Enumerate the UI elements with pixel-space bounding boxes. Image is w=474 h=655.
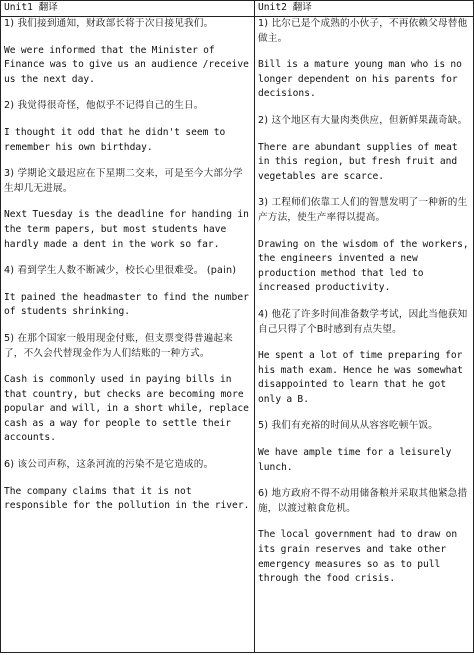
chinese-sentence: 5) 在那个国家一般用现金付账，但支票变得普遍起来了，不久会代替现金作为人们结账的一种方式。 bbox=[4, 332, 233, 359]
chinese-sentence: 6) 该公司声称，这条河流的污染不是它造成的。 bbox=[4, 459, 214, 471]
unit2-column bbox=[255, 17, 474, 653]
unit2-item bbox=[258, 308, 470, 408]
chinese-sentence: 2) 我觉得很奇怪，他似乎不记得自己的生日。 bbox=[4, 100, 204, 112]
content-row bbox=[1, 17, 474, 653]
english-translation: Next Tuesday is the deadline for handing in the term papers, but most students have hardly made a dent in the work so far. bbox=[4, 209, 249, 250]
unit1-item bbox=[4, 458, 251, 514]
unit1-column bbox=[1, 17, 255, 653]
english-translation: Bill is a mature young man who is no longer dependent on his parents for decisions. bbox=[258, 59, 462, 100]
unit2-item bbox=[258, 419, 470, 475]
english-translation: The company claims that it is not responsible for the pollution in the river. bbox=[4, 485, 250, 512]
english-translation: There are abundant supplies of meat in this region, but fresh fruit and vegetables are scarce. bbox=[258, 141, 458, 182]
english-translation: Drawing on the wisdom of the workers, the engineers invented a new production method that led to increased productivity. bbox=[258, 238, 469, 294]
unit1-header: Unit1 翻译 bbox=[1, 1, 255, 17]
english-translation: He spent a lot of time preparing for his math exam. Hence he was somewhat disappointed to learn that he got only a B. bbox=[258, 350, 463, 405]
unit2-item bbox=[258, 196, 470, 296]
unit2-item bbox=[258, 487, 470, 587]
chinese-sentence: 4) 看到学生人数不断减少，校长心里很难受。 (pain) bbox=[4, 265, 237, 277]
chinese-sentence: 6) 地方政府不得不动用储备粮并采取其他紧急措施，以渡过粮食危机。 bbox=[258, 488, 468, 514]
unit2-item bbox=[258, 17, 470, 102]
unit1-item bbox=[4, 332, 251, 446]
english-translation: We were informed that the Minister of Finance was to give us an audience /receive us the next day. bbox=[4, 44, 249, 85]
chinese-sentence: 4) 他花了许多时间准备数学考试，因此当他获知自己只得了个B时感到有点失望。 bbox=[258, 308, 468, 335]
chinese-sentence: 5) 我们有充裕的时间从从容容吃顿午饭。 bbox=[258, 420, 438, 432]
chinese-sentence: 1) 比尔已是个成熟的小伙子，不再依赖父母替他做主。 bbox=[258, 18, 468, 44]
unit1-item bbox=[4, 99, 251, 155]
chinese-sentence: 3) 学期论文最迟应在下星期二交来，可是至今大部分学生却几无进展。 bbox=[4, 168, 243, 194]
english-translation: It pained the headmaster to find the number of students shrinking. bbox=[4, 291, 249, 318]
english-translation: We have ample time for a leisurely lunch. bbox=[258, 447, 452, 473]
english-translation: Cash is commonly used in paying bills in that country, but checks are becoming more popular and will, in a short while, replace cash as a way for people to settle their accounts. bbox=[4, 374, 249, 444]
unit1-item bbox=[4, 264, 251, 320]
chinese-sentence: 2) 这个地区有大量肉类供应，但新鲜果蔬奇缺。 bbox=[258, 114, 468, 126]
unit2-item bbox=[258, 114, 470, 184]
english-translation: I thought it odd that he didn't seem to remember his own birthday. bbox=[4, 126, 226, 153]
unit1-item bbox=[4, 17, 251, 87]
header-row bbox=[1, 1, 474, 17]
english-translation: The local government had to draw on its grain reserves and take other emergency measures so as to pull through the food crisis. bbox=[258, 529, 458, 585]
unit2-header: Unit2 翻译 bbox=[255, 1, 474, 17]
chinese-sentence: 3) 工程师们依靠工人们的智慧发明了一种新的生产方法，使生产率得以提高。 bbox=[258, 197, 468, 223]
chinese-sentence: 1) 我们接到通知，财政部长将于次日接见我们。 bbox=[4, 18, 214, 29]
unit1-item bbox=[4, 167, 251, 252]
